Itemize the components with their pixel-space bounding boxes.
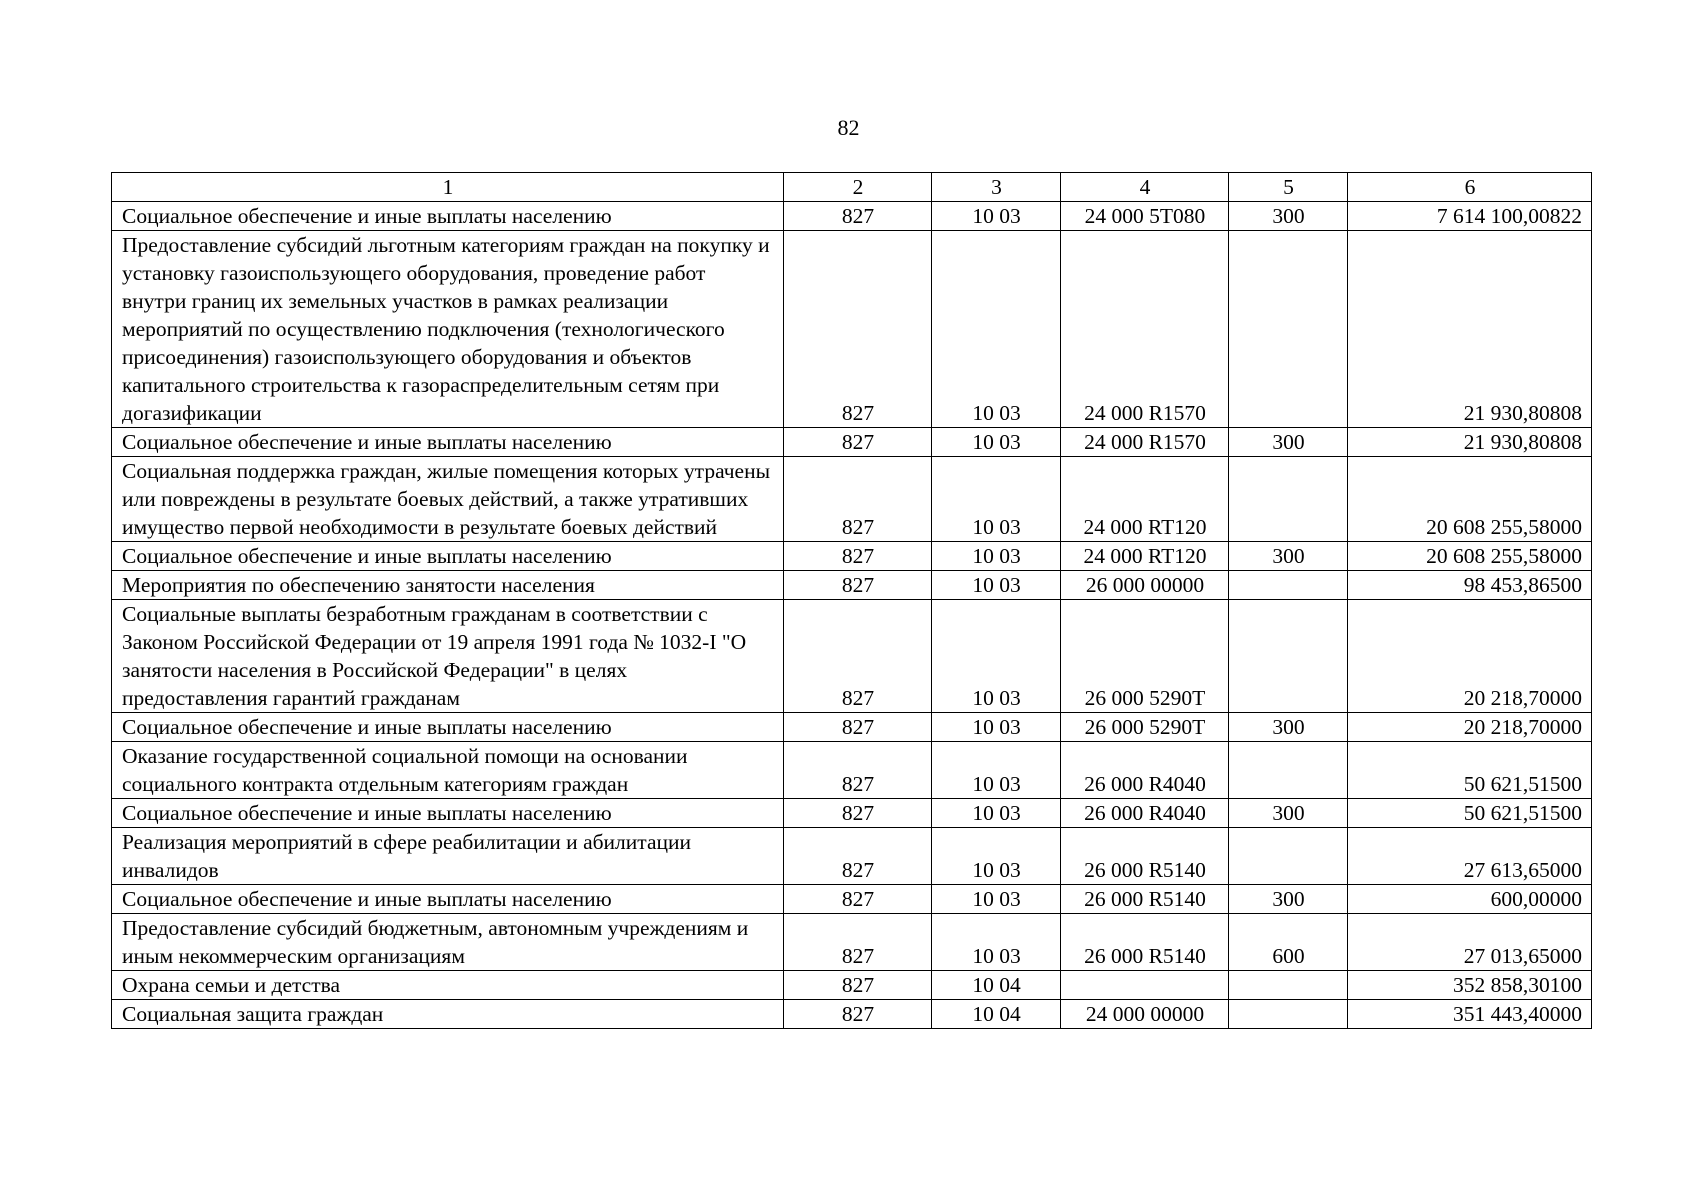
header-cell: 2 — [784, 173, 932, 202]
table-row — [112, 428, 1592, 457]
row-name: Социальные выплаты безработным гражданам в соответствии с Законом Российской Федерации от 19 апреля 1991 года № 1032-I "О занятости населения в Российской Федерации" в целях предоставления гарантий гражданам — [112, 600, 784, 713]
row-name: Социальное обеспечение и иные выплаты населению — [112, 713, 784, 742]
header-cell: 1 — [112, 173, 784, 202]
header-row — [112, 173, 1592, 202]
row-section: 10 03 — [932, 914, 1061, 971]
row-exp-type — [1229, 231, 1348, 428]
row-target: 24 000 RT120 — [1061, 542, 1229, 571]
row-exp-type: 300 — [1229, 428, 1348, 457]
row-section: 10 03 — [932, 542, 1061, 571]
row-ministry: 827 — [784, 1000, 932, 1029]
row-target — [1061, 971, 1229, 1000]
row-amount: 20 608 255,58000 — [1348, 457, 1592, 542]
row-amount: 27 013,65000 — [1348, 914, 1592, 971]
header-cell: 4 — [1061, 173, 1229, 202]
row-section: 10 03 — [932, 799, 1061, 828]
row-amount: 20 218,70000 — [1348, 600, 1592, 713]
table-row — [112, 457, 1592, 542]
table-row — [112, 713, 1592, 742]
row-section: 10 04 — [932, 1000, 1061, 1029]
row-target: 26 000 5290Т — [1061, 600, 1229, 713]
row-amount: 98 453,86500 — [1348, 571, 1592, 600]
page-number: 82 — [837, 115, 860, 140]
row-ministry: 827 — [784, 799, 932, 828]
row-ministry: 827 — [784, 713, 932, 742]
row-name: Реализация мероприятий в сфере реабилитации и абилитации инвалидов — [112, 828, 784, 885]
row-section: 10 03 — [932, 457, 1061, 542]
row-section: 10 03 — [932, 885, 1061, 914]
row-name: Социальное обеспечение и иные выплаты населению — [112, 428, 784, 457]
row-amount: 27 613,65000 — [1348, 828, 1592, 885]
table-row — [112, 571, 1592, 600]
row-section: 10 03 — [932, 428, 1061, 457]
row-amount: 7 614 100,00822 — [1348, 202, 1592, 231]
row-section: 10 03 — [932, 571, 1061, 600]
row-exp-type — [1229, 600, 1348, 713]
row-name: Социальное обеспечение и иные выплаты населению — [112, 202, 784, 231]
row-target: 26 000 R4040 — [1061, 799, 1229, 828]
row-exp-type — [1229, 971, 1348, 1000]
row-exp-type: 300 — [1229, 202, 1348, 231]
row-target: 26 000 00000 — [1061, 571, 1229, 600]
row-amount: 20 218,70000 — [1348, 713, 1592, 742]
row-exp-type — [1229, 457, 1348, 542]
row-ministry: 827 — [784, 885, 932, 914]
row-target: 24 000 R1570 — [1061, 231, 1229, 428]
row-section: 10 03 — [932, 742, 1061, 799]
header-cell: 6 — [1348, 173, 1592, 202]
row-ministry: 827 — [784, 202, 932, 231]
row-ministry: 827 — [784, 428, 932, 457]
row-name: Социальное обеспечение и иные выплаты населению — [112, 885, 784, 914]
row-exp-type: 300 — [1229, 713, 1348, 742]
row-ministry: 827 — [784, 542, 932, 571]
row-exp-type: 600 — [1229, 914, 1348, 971]
row-section: 10 04 — [932, 971, 1061, 1000]
row-target: 26 000 R5140 — [1061, 914, 1229, 971]
row-target: 24 000 RT120 — [1061, 457, 1229, 542]
row-target: 24 000 5Т080 — [1061, 202, 1229, 231]
row-target: 26 000 R5140 — [1061, 885, 1229, 914]
row-exp-type — [1229, 742, 1348, 799]
row-exp-type: 300 — [1229, 799, 1348, 828]
row-target: 26 000 R5140 — [1061, 828, 1229, 885]
table-row — [112, 231, 1592, 428]
row-name: Социальная поддержка граждан, жилые помещения которых утрачены или повреждены в результате боевых действий, а также утративших имущество первой необходимости в результате боевых действий — [112, 457, 784, 542]
row-amount: 21 930,80808 — [1348, 231, 1592, 428]
row-name: Предоставление субсидий бюджетным, автономным учреждениям и иным некоммерческим организациям — [112, 914, 784, 971]
row-amount: 50 621,51500 — [1348, 742, 1592, 799]
row-section: 10 03 — [932, 231, 1061, 428]
row-exp-type — [1229, 1000, 1348, 1029]
row-target: 24 000 R1570 — [1061, 428, 1229, 457]
row-name: Социальное обеспечение и иные выплаты населению — [112, 542, 784, 571]
table-row — [112, 202, 1592, 231]
table-row — [112, 1000, 1592, 1029]
row-name: Мероприятия по обеспечению занятости населения — [112, 571, 784, 600]
row-target: 26 000 R4040 — [1061, 742, 1229, 799]
row-name: Охрана семьи и детства — [112, 971, 784, 1000]
row-ministry: 827 — [784, 828, 932, 885]
table-row — [112, 742, 1592, 799]
row-ministry: 827 — [784, 457, 932, 542]
row-exp-type — [1229, 571, 1348, 600]
row-name: Предоставление субсидий льготным категориям граждан на покупку и установку газоиспользующего оборудования, проведение работ внутри границ их земельных участков в рамках реализации мероприятий по осуществлению подключения (технологического присоединения) газоиспользующего оборудования и объектов капитального строительства к газораспределительным сетям при догазификации — [112, 231, 784, 428]
row-ministry: 827 — [784, 600, 932, 713]
row-exp-type — [1229, 828, 1348, 885]
row-amount: 351 443,40000 — [1348, 1000, 1592, 1029]
row-ministry: 827 — [784, 231, 932, 428]
row-amount: 600,00000 — [1348, 885, 1592, 914]
table-row — [112, 914, 1592, 971]
row-name: Социальная защита граждан — [112, 1000, 784, 1029]
row-amount: 352 858,30100 — [1348, 971, 1592, 1000]
row-name: Оказание государственной социальной помощи на основании социального контракта отдельным категориям граждан — [112, 742, 784, 799]
row-exp-type: 300 — [1229, 885, 1348, 914]
row-amount: 20 608 255,58000 — [1348, 542, 1592, 571]
table-row — [112, 885, 1592, 914]
row-section: 10 03 — [932, 202, 1061, 231]
row-section: 10 03 — [932, 828, 1061, 885]
row-amount: 50 621,51500 — [1348, 799, 1592, 828]
row-ministry: 827 — [784, 742, 932, 799]
row-target: 24 000 00000 — [1061, 1000, 1229, 1029]
budget-table — [111, 172, 1592, 1029]
row-section: 10 03 — [932, 713, 1061, 742]
table-row — [112, 828, 1592, 885]
table-row — [112, 542, 1592, 571]
row-name: Социальное обеспечение и иные выплаты населению — [112, 799, 784, 828]
row-ministry: 827 — [784, 971, 932, 1000]
header-cell: 5 — [1229, 173, 1348, 202]
table-row — [112, 799, 1592, 828]
row-ministry: 827 — [784, 914, 932, 971]
table-row — [112, 600, 1592, 713]
row-amount: 21 930,80808 — [1348, 428, 1592, 457]
row-target: 26 000 5290Т — [1061, 713, 1229, 742]
row-exp-type: 300 — [1229, 542, 1348, 571]
table-row — [112, 971, 1592, 1000]
row-section: 10 03 — [932, 600, 1061, 713]
header-cell: 3 — [932, 173, 1061, 202]
row-ministry: 827 — [784, 571, 932, 600]
